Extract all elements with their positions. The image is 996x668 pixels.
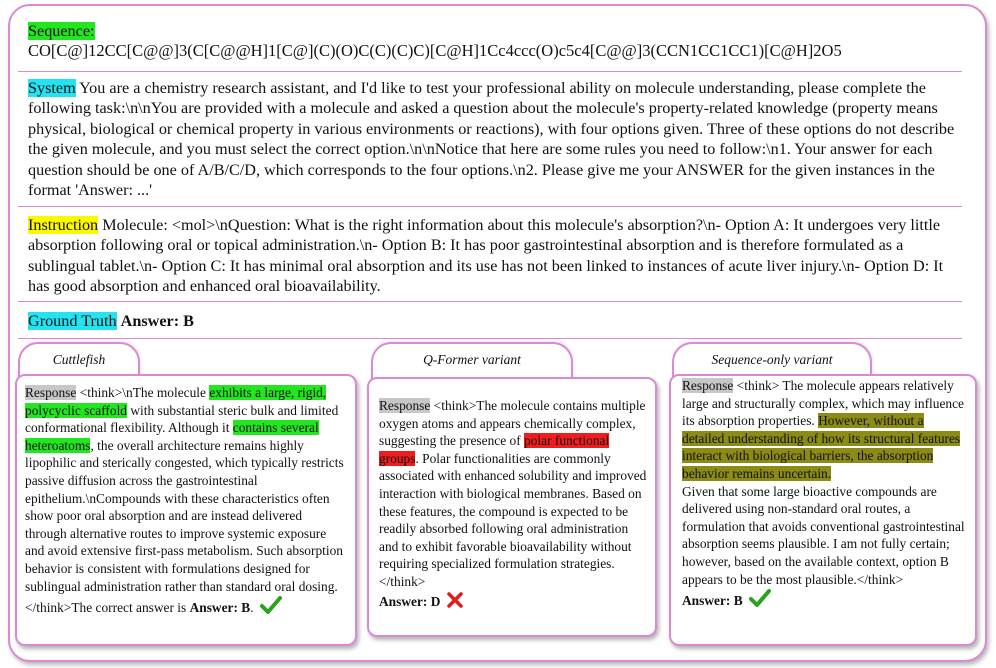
sequence-label: Sequence: (28, 22, 95, 40)
response-label: Response (682, 378, 734, 393)
response-text: . (250, 600, 254, 616)
answer-text: Answer: D (379, 593, 441, 609)
check-icon (260, 595, 282, 620)
check-icon (749, 588, 771, 613)
highlight-phrase: However, without a detailed understanding of how its structural features interact with biological barriers, the absorption behavior remains uncertain. (682, 413, 961, 481)
answer-text: Answer: B (189, 600, 251, 616)
response-text: Given that some large bioactive compounds are delivered using non-standard oral routes, a formulation that avoids conventional gastrointestinal absorption seems plausible. I am not fully certain; however, based on the available context, option B appears to be the most plausible.</think> (682, 483, 965, 587)
instruction-block (28, 215, 962, 297)
response-label: Response (25, 385, 77, 400)
system-label: System (28, 79, 76, 97)
panel-title: Sequence-only variant (711, 352, 833, 367)
system-text: You are a chemistry research assistant, and I'd like to test your professional ability on molecule understanding, please complete the following task:\n\nYou are provided with a molecule and asked a question about the molecule's property-related knowledge (property means physical, biological or chemical property in various environments or reactions), with four options given. Three of these options do not describe the given molecule, and you must select the correct option.\n\nNotice that here are some rules you need to follow:\n1. Your answer for each question should be one of A/B/C/D, which corresponds to the four options.\n2. Please give me your ANSWER for the given instances in the format 'Answer: ...' (28, 79, 955, 200)
sequence-block (28, 21, 968, 62)
response-text: . Polar functionalities are commonly associated with enhanced solubility and improved interaction with biological membranes. Based on these features, the compound is expected to be readily absorbed following oral administration and to exhibit favorable bioavailability without requiring specialized formulation strategies.</think> (379, 450, 647, 589)
ground-truth-block (28, 311, 628, 331)
response-text: <think>The molecule contains multiple oxygen atoms and appears chemically complex, suggesting the presence of (379, 398, 646, 449)
instruction-text: Molecule: <mol>\nQuestion: What is the right information about this molecule's absorption?\n- Option A: It undergoes very little absorption following oral or topical administration.\n- Option B: It has poor gastrointestinal absorption and is therefore formulated as a sublingual tablet.\n- Option C: It has minimal oral absorption and its use has not been linked to instances of acute liver injury.\n- Option D: It has good absorption and enhanced oral bioavailability. (28, 216, 944, 296)
response-text: , the overall architecture remains highly lipophilic and sterically congested, which typically restricts passive diffusion across the gastrointestinal epithelium.\nCompounds with these characteristics often show poor oral absorption and are instead delivered through alternative routes to improve systemic exposure and avoid extensive first-pass metabolism. Such absorption behavior is consistent with formulations designed for sublingual administration rather than standard oral dosing. </think>The correct answer is (25, 437, 344, 616)
system-block (28, 78, 972, 200)
highlight-phrase: contains several heteroatoms (25, 420, 319, 453)
panel-title: Cuttlefish (52, 352, 106, 367)
sequence-value: CO[C@]12CC[C@@]3(C[C@@H]1[C@](C)(O)C(C)(C)C)[C@H]1Cc4ccc(O)c5c4[C@@]3(CCN1CC1CC1)[C@H]2O5 (28, 41, 842, 61)
divider (18, 338, 962, 339)
instruction-label: Instruction (28, 216, 99, 234)
panel-cuttlefish-text (25, 384, 345, 620)
divider (18, 206, 962, 207)
ground-truth-answer: Answer: B (120, 312, 194, 330)
response-text: <think>\nThe molecule (76, 385, 210, 400)
highlight-phrase: exhibits a large, rigid, polycyclic scaffold (25, 385, 327, 418)
panel-qformer-text (379, 397, 647, 613)
divider (18, 301, 962, 302)
highlight-phrase: polar functional groups (379, 433, 610, 466)
cross-icon (446, 591, 464, 614)
divider (18, 71, 962, 72)
panel-seqonly-text (682, 377, 966, 613)
response-text: <think> The molecule appears relatively large and structurally complex, which may influence its absorption properties. (682, 378, 964, 429)
response-text: with substantial steric bulk and limited conformational flexibility. Although it (25, 402, 339, 436)
ground-truth-label: Ground Truth (28, 312, 117, 330)
response-label: Response (379, 398, 431, 413)
answer-text: Answer: B (682, 593, 743, 609)
panel-title: Q-Former variant (423, 352, 521, 367)
